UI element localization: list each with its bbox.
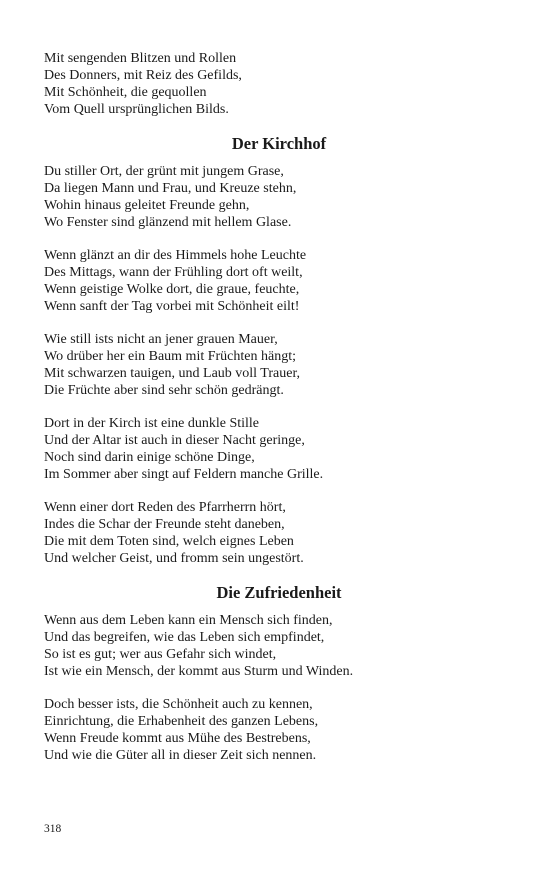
- poem-line: Des Donners, mit Reiz des Gefilds,: [44, 68, 242, 83]
- poem-line: Wohin hinaus geleitet Freunde gehn,: [44, 198, 250, 213]
- poem-line: Wenn glänzt an dir des Himmels hohe Leuchte: [44, 248, 307, 263]
- poem-line: Indes die Schar der Freunde steht daneben,: [44, 517, 285, 532]
- stanza: [44, 612, 514, 680]
- poem-line: Wo drüber her ein Baum mit Früchten hängt;: [44, 349, 296, 364]
- poem-line: Und das begreifen, wie das Leben sich empfindet,: [44, 630, 325, 645]
- page-number: 318: [44, 823, 62, 835]
- poem-line: Doch besser ists, die Schönheit auch zu kennen,: [44, 697, 313, 712]
- poem-line: Wenn sanft der Tag vorbei mit Schönheit eilt!: [44, 299, 300, 314]
- poem-title-zufriedenheit: Die Zufriedenheit: [216, 583, 342, 602]
- poem-line: Wenn aus dem Leben kann ein Mensch sich finden,: [44, 613, 333, 628]
- stanza: [44, 331, 514, 399]
- poem-line: Und der Altar ist auch in dieser Nacht geringe,: [44, 433, 305, 448]
- poem-line: Vom Quell ursprünglichen Bilds.: [44, 102, 229, 117]
- poem-line: Noch sind darin einige schöne Dinge,: [44, 450, 255, 465]
- poem-line: Wenn einer dort Reden des Pfarrherrn hört,: [44, 500, 286, 515]
- poem-line: Die mit dem Toten sind, welch eignes Leben: [44, 534, 294, 549]
- poem-line: Mit schwarzen tauigen, und Laub voll Trauer,: [44, 366, 301, 381]
- poem-title-kirchhof: Der Kirchhof: [231, 134, 327, 153]
- opening-stanza: [44, 50, 514, 118]
- poem-line: Dort in der Kirch ist eine dunkle Stille: [44, 416, 260, 431]
- poem-line: Wenn Freude kommt aus Mühe des Bestrebens,: [44, 731, 311, 746]
- poem-line: Da liegen Mann und Frau, und Kreuze stehn,: [44, 181, 297, 196]
- stanza: [44, 696, 514, 764]
- poem-line: Wo Fenster sind glänzend mit hellem Glase.: [44, 215, 292, 230]
- stanza: [44, 499, 514, 567]
- poem-line: Und welcher Geist, und fromm sein ungestört.: [44, 551, 304, 566]
- poem-line: Du stiller Ort, der grünt mit jungem Grase,: [44, 164, 284, 179]
- poem-line: Mit sengenden Blitzen und Rollen: [44, 51, 237, 66]
- poem-line: Im Sommer aber singt auf Feldern manche Grille.: [44, 467, 324, 482]
- book-page-text: [44, 50, 514, 780]
- poem-line: So ist es gut; wer aus Gefahr sich windet,: [44, 647, 277, 662]
- poem-line: Mit Schönheit, die gequollen: [44, 85, 207, 100]
- poem-line: Wenn geistige Wolke dort, die graue, feuchte,: [44, 282, 300, 297]
- stanza: [44, 247, 514, 315]
- stanza: [44, 163, 514, 231]
- stanza: [44, 415, 514, 483]
- poem-line: Und wie die Güter all in dieser Zeit sich nennen.: [44, 748, 317, 763]
- poem-line: Wie still ists nicht an jener grauen Mauer,: [44, 332, 278, 347]
- poem-line: Ist wie ein Mensch, der kommt aus Sturm und Winden.: [44, 664, 354, 679]
- poem-line: Die Früchte aber sind sehr schön gedrängt.: [44, 383, 284, 398]
- poem-line: Des Mittags, wann der Frühling dort oft weilt,: [44, 265, 303, 280]
- poem-line: Einrichtung, die Erhabenheit des ganzen Lebens,: [44, 714, 319, 729]
